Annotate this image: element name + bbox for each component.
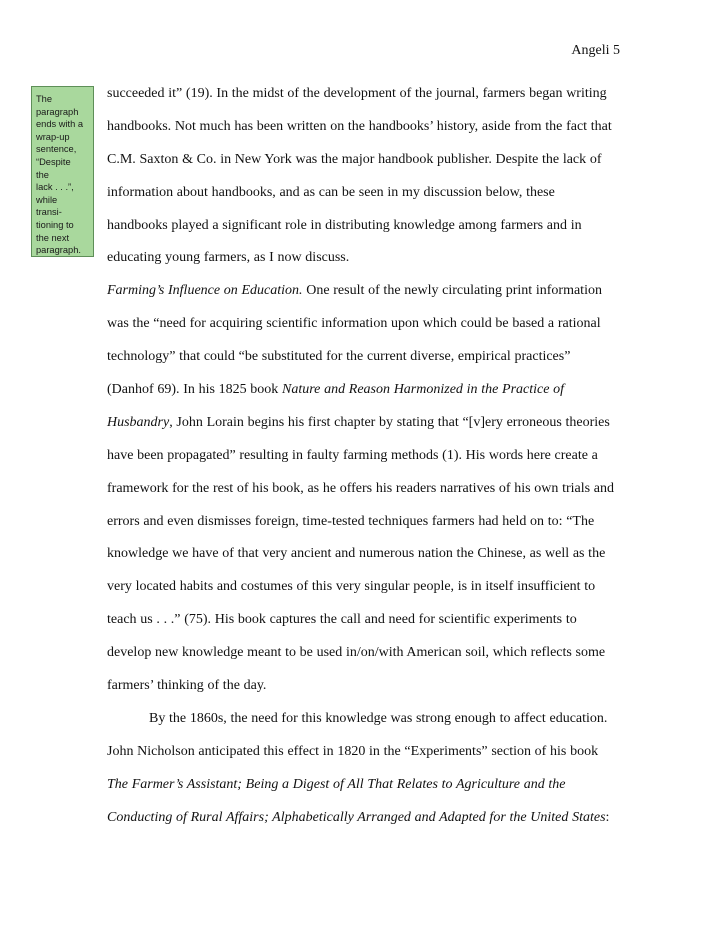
body-line-text: : <box>605 809 610 825</box>
margin-note-line: the <box>36 169 49 180</box>
margin-annotation-box <box>31 86 94 257</box>
page-number-label: Angeli 5 <box>571 43 620 58</box>
body-line: teach us . . .” (75). His book captures the call and need for scientific experiments to <box>107 612 577 628</box>
body-line <box>107 807 627 840</box>
body-line: C.M. Saxton & Co. in New York was the major handbook publisher. Despite the lack of <box>107 151 602 167</box>
body-line: handbooks. Not much has been written on the handbooks’ history, aside from the fact that <box>107 118 612 134</box>
body-line: handbooks played a significant role in distributing knowledge among farmers and in <box>107 217 582 233</box>
body-line <box>107 379 627 412</box>
margin-note-line: transi- <box>36 207 62 218</box>
body-line: educating young farmers, as I now discuss. <box>107 250 350 266</box>
body-line: By the 1860s, the need for this knowledge was strong enough to affect education. <box>149 710 608 726</box>
body-line <box>107 412 627 445</box>
page-header <box>571 42 620 60</box>
margin-note-line: sentence, <box>36 144 77 155</box>
body-line: framework for the rest of his book, as he offers his readers narratives of his own trials and <box>107 480 614 496</box>
body-line-text: (Danhof 69). In his 1825 book <box>107 382 283 398</box>
book-title: Nature and Reason Harmonized in the Practice of <box>282 382 565 398</box>
body-line: John Nicholson anticipated this effect in 1820 in the “Experiments” section of his book <box>107 743 599 759</box>
body-line-text: One result of the newly circulating print information <box>302 283 602 299</box>
body-line: was the “need for acquiring scientific information upon which could be based a rational <box>107 316 601 332</box>
book-title: The Farmer’s Assistant; Being a Digest of All That Relates to Agriculture and the <box>107 776 566 792</box>
body-line: very located habits and costumes of this very singular people, is in itself insufficient to <box>107 579 596 595</box>
margin-note-line: the next <box>36 232 70 243</box>
margin-note-line: tioning to <box>36 219 74 230</box>
body-line: have been propagated” resulting in faulty farming methods (1). His words here create a <box>107 447 598 463</box>
body-line <box>107 774 627 807</box>
body-line: succeeded it” (19). In the midst of the development of the journal, farmers began writing <box>107 86 607 101</box>
margin-note-line: ends with a <box>36 119 84 130</box>
body-line: develop new knowledge meant to be used in/on/with American soil, which reflects some <box>107 645 606 661</box>
body-line <box>107 280 627 313</box>
book-title: Conducting of Rural Affairs; Alphabetically Arranged and Adapted for the United States <box>107 809 606 825</box>
book-title: Husbandry <box>107 414 170 430</box>
margin-note-line: lack . . .”, <box>36 182 74 193</box>
section-heading: Farming’s Influence on Education. <box>107 283 303 299</box>
body-text <box>107 83 627 839</box>
body-line: information about handbooks, and as can be seen in my discussion below, these <box>107 184 555 200</box>
margin-note-line: The <box>36 94 53 104</box>
body-line: farmers’ thinking of the day. <box>107 678 267 694</box>
margin-note-line: paragraph. <box>36 245 81 256</box>
body-line: knowledge we have of that very ancient and numerous nation the Chinese, as well as the <box>107 546 606 562</box>
body-line: technology” that could “be substituted for the current diverse, empirical practices” <box>107 349 571 365</box>
margin-note-line: paragraph <box>36 106 79 117</box>
margin-note-line: while <box>36 194 58 205</box>
body-line: errors and even dismisses foreign, time-tested techniques farmers had held on to: “The <box>107 513 595 529</box>
margin-note-line: wrap-up <box>36 131 70 142</box>
body-line-text: , John Lorain begins his first chapter by stating that “[v]ery erroneous theories <box>169 414 610 430</box>
margin-note-line: “Despite <box>36 156 71 167</box>
